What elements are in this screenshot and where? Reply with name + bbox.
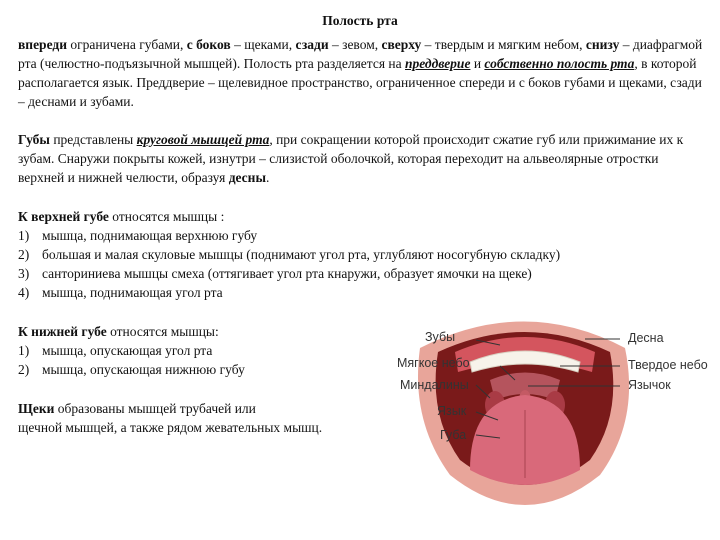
bold-term: К верхней губе [18,209,109,224]
bold-term: с боков [186,37,231,52]
bold-term: Губы [18,132,50,147]
list-text: большая и малая скуловые мышцы (поднимают угол рта, углубляют носогубную складку) [42,247,561,262]
term-orbicularis-oris: круговой мышцей рта [136,132,270,147]
label-soft-palate: Мягкое небо [397,356,470,370]
bold-term: сзади [295,37,329,52]
text-run: и [470,56,485,71]
text-run: , при сокращении которой происходит сжатие губ или прижимание их к зубам. Снаружи покрыты кожей, изнутри – слизистой оболочкой, которая переходит на альвеолярные отростки верхней и нижней челюсти, образуя [18,132,684,185]
list-text: мышца, опускающая нижнюю губу [42,362,245,377]
list-text: мышца, поднимающая угол рта [42,285,223,300]
term-gums: десны [228,170,266,185]
list-number: 2) [18,247,30,262]
text-run: образованы мышцей трубачей или [54,401,256,416]
text-run: – твердым и мягким небом, [421,37,586,52]
text-run: относятся мышцы: [106,324,219,339]
label-uvula: Язычок [628,378,671,392]
term-oral-cavity-proper: собственно полость рта [484,56,635,71]
list-number: 1) [18,228,30,243]
bold-term: К нижней губе [18,324,107,339]
list-text: санториниева мышцы смеха (оттягивает угол рта кнаружи, образует ямочки на щеке) [42,266,532,281]
text-run: – щеками, [230,37,296,52]
label-lip: Губа [440,428,467,442]
text-run: представлены [49,132,137,147]
list-text: мышца, поднимающая верхнюю губу [42,228,258,243]
list-number: 2) [18,362,30,377]
text-run: – диафрагмой рта (челюстно-подъязычной мышцей). Полость рта разделяется на [18,37,703,71]
list-number: 3) [18,266,30,281]
text-run: . [265,170,270,185]
bold-term: сверху [381,37,422,52]
text-run: , в которой располагается язык. Преддверие – щелевидное пространство, ограниченное спереди и с боков губами и щеками, сзади – деснами и зубами. [18,56,702,109]
label-gum: Десна [628,331,664,345]
label-tongue: Язык [437,404,467,418]
text-run: – зевом, [328,37,382,52]
list-number: 4) [18,285,30,300]
list-number: 1) [18,343,30,358]
bold-term: впереди [18,37,67,52]
bold-term: Щеки [18,401,55,416]
label-hard-palate: Твердое небо [628,358,708,372]
page-title: Полость рта [322,13,398,28]
term-vestibule: преддверие [405,56,471,71]
text-run: относятся мышцы : [108,209,225,224]
text-line: щечной мышцей, а также рядом жевательных мышц. [18,420,323,435]
bold-term: снизу [585,37,620,52]
list-text: мышца, опускающая угол рта [42,343,213,358]
label-teeth: Зубы [425,330,456,344]
label-tonsils: Миндалины [400,378,469,392]
text-run: ограничена губами, [67,37,187,52]
